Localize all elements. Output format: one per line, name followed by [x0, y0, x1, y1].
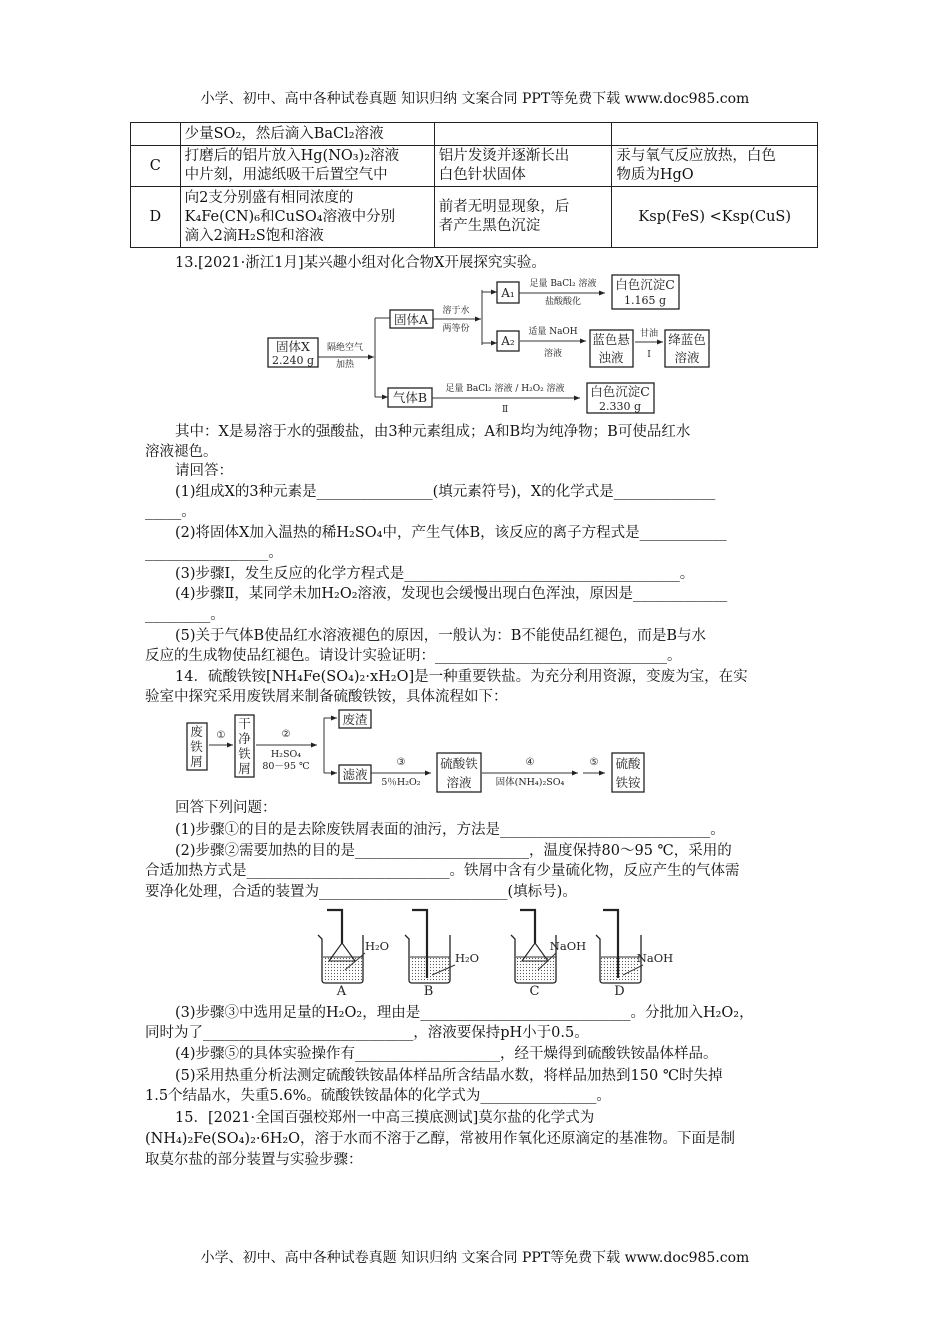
cell-line: 中片刻，用滤纸吸干后置空气中	[184, 167, 388, 183]
diagram-label: 盐酸酸化	[544, 297, 582, 307]
diagram-label: 固体A	[393, 312, 429, 327]
diagram-label: ④	[525, 757, 535, 768]
diagram-label: 适量 NaOH	[528, 327, 578, 337]
diagram-label: 蓝色悬	[592, 332, 630, 347]
cell-label: C	[131, 146, 181, 187]
diagram-label: 固体(NH₄)₂SO₄	[495, 777, 565, 788]
arrow-head-icon	[425, 771, 431, 776]
arrow-head-icon	[599, 771, 605, 776]
diagram-label: 固体X	[276, 339, 310, 354]
arrow-head-icon	[331, 771, 337, 776]
diagram-label: A₁	[501, 286, 515, 300]
liquid-fill	[410, 957, 449, 982]
diagram-label: Ⅰ	[647, 350, 651, 360]
text-line: _________。	[145, 607, 225, 623]
diagram-label: ③	[396, 757, 406, 768]
text-line: (5)采用热重分析法测定硫酸铁铵晶体样品所含结晶水数，将样品加热到150 ℃时失掉	[175, 1068, 723, 1084]
diagram-label: A	[336, 984, 347, 999]
arrow-head-icon	[368, 355, 374, 360]
flow-box-label-scrap-iron: 废铁屑	[190, 724, 203, 769]
text-line: 请回答：	[175, 463, 233, 479]
arrow-head-icon	[657, 340, 663, 345]
text-line: 要净化处理，合适的装置为__________________________(填标号)。	[145, 884, 577, 900]
text-line: 合适加热方式是____________________________。铁屑中含有少量硫化物，反应产生的气体需	[145, 863, 740, 879]
diagram-label: 80－95 ℃	[262, 761, 310, 772]
question-13-title: 13.[2021·浙江1月]某兴趣小组对化合物X开展探究实验。	[175, 255, 546, 271]
cell-line: 物质为HgO	[616, 167, 694, 183]
text-line: _____。	[145, 504, 196, 520]
diagram-label: ②	[281, 729, 291, 740]
diagram-label: 白色沉淀C	[590, 384, 650, 399]
cell-line: 者产生黑色沉淀	[438, 218, 541, 234]
text-line: (3)步骤③中选用足量的H₂O₂，理由是_____________________________。分批加入H₂O₂，	[175, 1005, 754, 1021]
cell-line: 铝片发烫并逐渐长出	[438, 148, 570, 164]
diagram-label: 铁铵	[615, 775, 641, 790]
cell-line: 前者无明显现象，后	[438, 199, 570, 215]
text-line: 溶液褪色。	[145, 444, 218, 460]
diagram-label: ①	[216, 730, 226, 741]
diagram-label: 溶于水	[442, 306, 470, 316]
diagram-label: H₂O	[364, 939, 390, 953]
diagram-label: 溶液	[674, 350, 700, 365]
diagram-label: A₂	[501, 334, 515, 348]
cell-line: Ksp(FeS) <Ksp(CuS)	[638, 208, 792, 225]
cell-line: 滴入2滴H₂S饱和溶液	[184, 227, 324, 244]
arrow-head-icon	[572, 771, 578, 776]
cell-line: 向2支分别盛有相同浓度的	[184, 189, 354, 206]
page-header: 小学、初中、高中各种试卷真题 知识归纳 文案合同 PPT等免费下载 www.doc985.com	[200, 91, 750, 107]
diagram-label: H₂SO₄	[270, 749, 302, 760]
diagram-label: D	[614, 984, 625, 999]
diagram-label: NaOH	[636, 951, 674, 965]
text-line: (2)将固体X加入温热的稀H₂SO₄中，产生气体B，该反应的离子方程式是____________	[175, 525, 727, 541]
text-line: 14．硫酸铁铵[NH₄Fe(SO₄)₂·xH₂O]是一种重要铁盐。为充分利用资源，变废为宝，在实	[175, 669, 748, 685]
diagram-label: 废渣	[342, 712, 368, 727]
glass-tube-icon	[520, 910, 535, 943]
cell-line: 白色针状固体	[438, 167, 526, 183]
arrow-head-icon	[382, 395, 388, 400]
arrow-head-icon	[331, 716, 337, 721]
diagram-label: 足量 BaCl₂ 溶液	[529, 279, 597, 289]
arrow-head-icon	[227, 743, 233, 748]
cell-label: D	[131, 187, 181, 248]
cell-line: K₄Fe(CN)₆和CuSO₄溶液中分别	[184, 208, 396, 225]
text-line: (3)步骤Ⅰ，发生反应的化学方程式是______________________________________。	[175, 566, 695, 582]
text-line: 1.5个结晶水，失重5.6%。硫酸铁铵晶体的化学式为________________。	[145, 1088, 611, 1104]
text-line: 验室中探究采用废铁屑来制备硫酸铁铵，具体流程如下：	[145, 689, 508, 705]
text-line: 15．[2021·全国百强校郑州一中高三摸底测试]莫尔盐的化学式为	[175, 1110, 595, 1126]
text-line: 同时为了_____________________________，溶液要保持pH小于0.5。	[145, 1025, 589, 1041]
diagram-label: 绛蓝色	[668, 332, 706, 347]
diagram-label: 隔绝空气	[326, 343, 364, 353]
text-line: (NH₄)₂Fe(SO₄)₂·6H₂O，溶于水而不溶于乙醇，常被用作氧化还原滴定的基准物。下面是制	[145, 1131, 736, 1147]
arrow-head-icon	[491, 290, 497, 295]
text-line: (2)步骤②需要加热的目的是________________________，温度保持80～95 ℃，采用的	[175, 843, 732, 859]
diagram-label: C	[529, 984, 540, 999]
diagram-label: B	[423, 984, 434, 999]
diagram-label: 甘油	[639, 329, 659, 339]
arrow-head-icon	[475, 317, 481, 322]
diagram-label: 溶液	[446, 775, 472, 790]
diagram-label: 滤液	[342, 767, 368, 782]
text-line: (4)步骤Ⅱ，某同学未加H₂O₂溶液，发现也会缓慢出现白色浑浊，原因是_____________	[175, 586, 728, 602]
page-footer: 小学、初中、高中各种试卷真题 知识归纳 文案合同 PPT等免费下载 www.doc985.com	[200, 1250, 750, 1266]
diagram-label: 5％H₂O₂	[381, 777, 421, 788]
glass-tube-icon	[327, 910, 342, 943]
diagram-label: 硫酸	[615, 756, 641, 771]
text-line: 回答下列问题：	[175, 800, 277, 816]
diagram-label: 溶液	[543, 349, 563, 359]
diagram-label: 两等份	[442, 324, 470, 334]
text-line: _________________。	[145, 545, 283, 561]
diagram-label: 加热	[335, 360, 355, 370]
cell-line: 打磨后的铝片放入Hg(NO₃)₂溶液	[184, 148, 400, 164]
diagram-label: Ⅱ	[501, 405, 509, 415]
arrow-head-icon	[580, 339, 586, 344]
diagram-label: 2.240 g	[271, 354, 315, 367]
arrow-head-icon	[574, 396, 580, 401]
flow-box-label-clean-iron: 干净铁屑	[238, 716, 251, 776]
cell-line: 少量SO₂，然后滴入BaCl₂溶液	[184, 125, 384, 142]
arrow-head-icon	[491, 341, 497, 346]
arrow-head-icon	[311, 743, 317, 748]
diagram-label: 1.165 g	[623, 294, 667, 307]
diagram-label: 2.330 g	[598, 400, 642, 413]
diagram-label: 白色沉淀C	[615, 277, 675, 292]
text-line: 其中：X是易溶于水的强酸盐，由3种元素组成；A和B均为纯净物；B可使品红水	[175, 424, 691, 440]
text-line: 反应的生成物使品红褪色。请设计实验证明：________________________________。	[145, 648, 682, 664]
diagram-label: H₂O	[454, 951, 480, 965]
text-line: 取莫尔盐的部分装置与实验步骤：	[145, 1152, 363, 1168]
text-line: (1)组成X的3种元素是________________(填元素符号)，X的化学式是______________	[175, 484, 716, 500]
diagram-label: ⑤	[589, 757, 599, 768]
diagram-label: 气体B	[392, 390, 428, 405]
text-line: (5)关于气体B使品红水溶液褪色的原因，一般认为：B不能使品红褪色，而是B与水	[175, 628, 707, 644]
diagram-label: 浊液	[598, 350, 624, 365]
diagram-label: 足量 BaCl₂ 溶液 / H₂O₂ 溶液	[445, 384, 565, 394]
diagram-label: NaOH	[549, 939, 587, 953]
text-line: (1)步骤①的目的是去除废铁屑表面的油污，方法是_____________________________。	[175, 822, 725, 838]
cell-line: 汞与氧气反应放热，白色	[616, 148, 776, 164]
text-line: (4)步骤⑤的具体实验操作有____________________，经干燥得到硫酸铁铵晶体样品。	[175, 1046, 718, 1062]
arrow-head-icon	[599, 291, 605, 296]
diagram-label: 硫酸铁	[440, 756, 478, 771]
